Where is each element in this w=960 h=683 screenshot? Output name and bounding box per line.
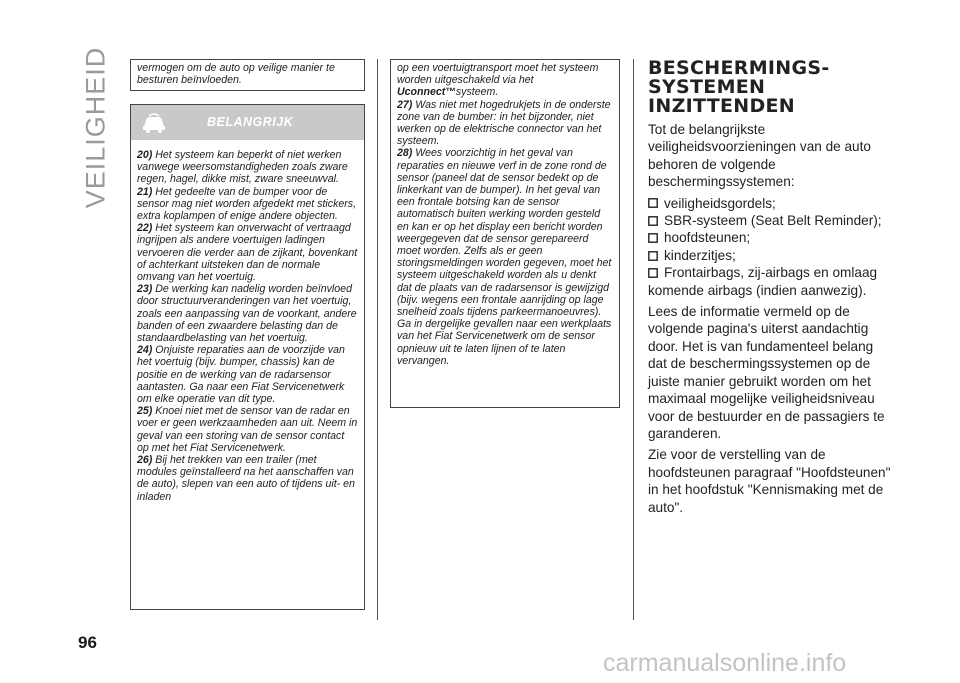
item-number: 25) bbox=[137, 405, 153, 418]
list-item-continuation: komende airbags (indien aanwezig). bbox=[648, 282, 867, 298]
watermark: carmanualsonline.info bbox=[603, 649, 847, 677]
item-number: 26) bbox=[137, 454, 153, 467]
item-number: 20) bbox=[137, 149, 153, 161]
heading-line: INZITTENDEN bbox=[648, 95, 796, 117]
warning-item bbox=[137, 222, 358, 283]
body-paragraph: Lees de informatie vermeld op de volgende pagina's uiterst aandachtig door. Het is van fundamenteel belang dat de beschermingssystemen op de juiste manier gebruikt worden om het maximaal mogelijke veiligheidsniveau voor de bestuurder en de passagiers te garanderen. bbox=[648, 304, 885, 441]
note-box-continued bbox=[130, 59, 365, 91]
intro-paragraph: Tot de belangrijkste veiligheidsvoorzieningen van de auto behoren de volgende beschermingssystemen: bbox=[648, 122, 871, 190]
warning-box-continued bbox=[390, 59, 620, 408]
heading-line: SYSTEMEN bbox=[648, 76, 766, 98]
section-body bbox=[648, 121, 893, 520]
uconnect-label: Uconnect™ bbox=[397, 86, 456, 99]
checkbox-bullet-icon bbox=[648, 251, 658, 261]
section-label: VEILIGHEID bbox=[80, 46, 111, 208]
warning-item bbox=[137, 186, 358, 223]
item-text: Het gedeelte van de bumper voor de sensor mag niet worden afgedekt met stickers, extra koplampen of enige andere objecten. bbox=[137, 185, 357, 223]
item-text: De werking kan nadelig worden beïnvloed door structuurveranderingen van het voertuig, zoals een aanpassing van de voorkant, andere banden of een zwaardere belasting dan de standaardbelasting van het voertuig. bbox=[137, 283, 357, 345]
intro-paragraph: op een voertuigtransport moet het systeem worden uitgeschakeld via het Uconnect™systeem. bbox=[397, 62, 599, 99]
item-number: 22) bbox=[137, 222, 153, 235]
column-divider-2 bbox=[633, 59, 634, 620]
item-number: 24) bbox=[137, 344, 153, 357]
item-number: 23) bbox=[137, 283, 153, 296]
warning-item bbox=[397, 99, 613, 148]
item-number: 21) bbox=[137, 185, 153, 198]
protection-list bbox=[648, 195, 893, 299]
item-text: Bij het trekken van een trailer (met modules geïnstalleerd na het aanschaffen van de auto), slepen van een auto of tijdens uit- en inladen bbox=[137, 454, 355, 503]
item-text: Knoei niet met de sensor van de radar en voer er geen werkzaamheden aan uit. Neem in geval van een storing van de sensor contact op met het Fiat Servicenetwerk. bbox=[137, 405, 358, 454]
list-item: SBR-systeem (Seat Belt Reminder); bbox=[648, 212, 893, 229]
column-divider-1 bbox=[377, 59, 378, 620]
item-text: Onjuiste reparaties aan de voorzijde van het voertuig (bijv. bumper, chassis) kan de positie en de werking van de radarsensor aantasten. Ga naar een Fiat Servicenetwerk om elke operatie van dit type. bbox=[137, 344, 345, 406]
car-warning-icon bbox=[141, 112, 167, 134]
warning-box bbox=[130, 104, 365, 610]
item-text: Het systeem kan beperkt of niet werken vanwege weersomstandigheden zoals zware regen, hagel, dikke mist, zware sneeuwval. bbox=[137, 149, 348, 186]
warning-item bbox=[137, 405, 358, 454]
item-number: 27) bbox=[397, 98, 413, 111]
list-item: veiligheidsgordels; bbox=[648, 195, 893, 212]
warning-item bbox=[137, 454, 358, 503]
warning-item bbox=[137, 344, 358, 405]
section-tab bbox=[78, 46, 114, 208]
heading-line: BESCHERMINGS- bbox=[648, 57, 830, 79]
warning-item bbox=[137, 149, 358, 186]
warning-item bbox=[397, 147, 613, 367]
checkbox-bullet-icon bbox=[648, 216, 658, 226]
body-paragraph: Zie voor de verstelling van de hoofdsteunen paragraaf "Hoofdsteunen" in het hoofdstuk "Kennismaking met de auto". bbox=[648, 447, 891, 515]
list-item: hoofdsteunen; bbox=[648, 229, 893, 246]
warning-header bbox=[131, 105, 364, 140]
item-text: Was niet met hogedrukjets in de onderste zone van de bumber: in het bijzonder, niet werken op de elektrische connector van het systeem. bbox=[397, 98, 611, 148]
item-text: Het systeem kan onverwacht of vertraagd ingrijpen als andere voertuigen ladingen vervoeren die verder aan de zijkant, bovenkant of achterkant uitsteken dan de normale omvang van het voertuig. bbox=[137, 222, 358, 284]
list-item: kinderzitjes; bbox=[648, 247, 893, 264]
checkbox-bullet-icon bbox=[648, 233, 658, 243]
warning-title: BELANGRIJK bbox=[207, 115, 294, 130]
warning-items-continued bbox=[397, 99, 613, 367]
item-number: 28) bbox=[397, 147, 413, 160]
warning-item bbox=[137, 283, 358, 344]
page-number: 96 bbox=[78, 633, 97, 652]
list-item: Frontairbags, zij-airbags en omlaag bbox=[648, 264, 893, 281]
warning-items bbox=[131, 147, 364, 503]
note-text: vermogen om de auto op veilige manier te besturen beïnvloeden. bbox=[137, 62, 335, 87]
checkbox-bullet-icon bbox=[648, 198, 658, 208]
item-text: Wees voorzichtig in het geval van reparaties en nieuwe verf in de zone rond de sensor (paneel dat de sensor bedekt op de linkerkant van de bumper). In het geval van een frontale botsing kan de sensor automatisch buiten werking worden gesteld en kan er op het display een bericht worden weergegeven dat de sensor gerepareerd moet worden. Zelfs als er geen storingsmeldingen worden gegeven, moet het systeem uitgeschakeld worden als u denkt dat de plaats van de radarsensor is gewijzigd (bijv. wegens een frontale aanrijding op lage snelheid zoals tijdens parkeermanoeuvres). Ga in dergelijke gevallen naar een werkplaats van het Fiat Servicenetwerk om de sensor opnieuw uit te laten lijnen of te laten vervangen. bbox=[397, 147, 612, 367]
section-heading bbox=[648, 59, 908, 116]
checkbox-bullet-icon bbox=[648, 268, 658, 278]
